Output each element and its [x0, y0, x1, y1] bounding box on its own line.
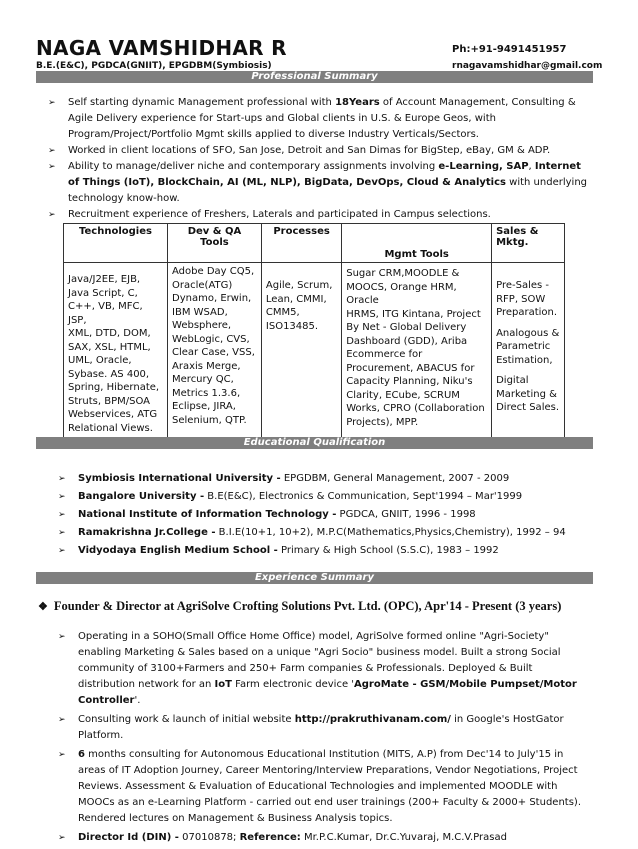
- arrow-bullet-icon: ➢: [58, 715, 66, 725]
- degree-details: B.I.E(10+1, 10+2), M.P.C(Mathematics,Physics,Chemistry), 1992 – 94: [215, 527, 566, 538]
- cell-line: Digital: [496, 375, 529, 386]
- cell-line: Spring, Hibernate,: [68, 382, 160, 393]
- role-title-text: Founder & Director at AgriSolve Crofting Solutions Pvt. Ltd. (OPC), Apr'14 - Present (3 years): [53, 599, 562, 613]
- text-run: months consulting for Autonomous Educational Institution (MITS, A.P) from Dec'14 to July'15 in areas of IT Adoption Journey, Career Mentoring/Interview Preparations, Vendor Negotiations, Project Reviews. Assessment & Evaluation of Educational Technologies and implemented MOODLE with MOOCs as an e-Learning Platform - carried out end user trainings (200+ Faculty & 2000+ Students). Rendered lectures on Management & Business Analysis topics.: [78, 749, 581, 824]
- section-header-education: Educational Qualification: [36, 437, 593, 449]
- cell-line: Estimation,: [496, 354, 553, 366]
- arrow-bullet-icon: ➢: [48, 210, 56, 220]
- cell-line: Ecommerce for: [346, 349, 423, 360]
- text-run: Farm electronic device ': [231, 679, 355, 690]
- degree-details: EPGDBM, General Management, 2007 - 2009: [280, 473, 510, 484]
- cell-line: Parametric: [496, 341, 551, 352]
- cell-line: Webservices, ATG: [68, 409, 158, 420]
- institution-name: Symbiosis International University -: [78, 473, 281, 484]
- bold-text: http://prakruthivanam.com/: [294, 714, 451, 725]
- cell-line: HRMS, ITG Kintana, Project: [346, 308, 481, 320]
- education-item: [48, 542, 588, 560]
- education-item: [48, 524, 588, 542]
- table-cell-technologies: [64, 263, 168, 438]
- cell-line: Eclipse, JIRA,: [172, 401, 236, 412]
- text-run: ,: [528, 161, 535, 172]
- cell-line: ISO13485.: [265, 320, 319, 332]
- section-header-summary: Professional Summary: [36, 71, 593, 83]
- summary-list: [38, 95, 594, 223]
- degree-details: Primary & High School (S.S.C), 1983 – 1992: [277, 545, 499, 556]
- text-run: Ability to manage/deliver niche and contemporary assignments involving: [68, 161, 439, 172]
- email-address: rnagavamshidhar@gmail.com: [452, 61, 603, 71]
- table-header-mgmt-tools: Mgmt Tools: [342, 224, 492, 263]
- institution-name: Vidyodaya English Medium School -: [78, 545, 278, 556]
- text-run: Consulting work & launch of initial website: [78, 714, 295, 725]
- cell-line: Dynamo, Erwin,: [172, 293, 252, 304]
- summary-item: [38, 143, 594, 159]
- cell-line: Marketing &: [496, 388, 557, 400]
- cell-line: XML, DTD, DOM,: [68, 328, 151, 339]
- cell-line: Sybase. AS 400,: [68, 368, 150, 380]
- bold-text: AgroMate - GSM/Mobile Pumpset/Motor Controller: [78, 679, 577, 706]
- text-run: 07010878;: [178, 832, 240, 843]
- degree-details: B.E(E&C), Electronics & Communication, Sept'1994 – Mar'1999: [204, 491, 523, 502]
- cell-line: [496, 367, 560, 374]
- arrow-bullet-icon: ➢: [58, 632, 66, 642]
- cell-line: SAX, XSL, HTML,: [68, 341, 151, 353]
- education-item: [48, 488, 588, 506]
- summary-item: [38, 207, 594, 223]
- education-item: [48, 506, 588, 524]
- qualifications-line: B.E.(E&C), PGDCA(GNIIT), EPGDBM(Symbiosis): [36, 61, 272, 71]
- cell-line: Works, CPRO (Collaboration: [346, 403, 485, 414]
- arrow-bullet-icon: ➢: [58, 474, 66, 484]
- experience-item: [48, 712, 588, 744]
- cell-line: By Net - Global Delivery: [346, 322, 467, 333]
- summary-item: [38, 95, 594, 143]
- arrow-bullet-icon: ➢: [58, 833, 66, 843]
- cell-line: Mercury QC,: [172, 374, 234, 385]
- role-title: [38, 599, 561, 614]
- table-header-dev-qa-tools: Dev & QA Tools: [168, 224, 262, 263]
- table-header-sales-mktg: Sales & Mktg.: [492, 224, 565, 263]
- table-cell-processes: [261, 263, 341, 438]
- cell-line: Websphere,: [172, 320, 232, 331]
- text-run: '.: [134, 695, 141, 706]
- experience-list: [48, 629, 588, 849]
- cell-line: Struts, BPM/SOA: [68, 395, 150, 407]
- bold-text: Director Id (DIN) -: [78, 832, 179, 843]
- cell-line: Direct Sales.: [496, 402, 560, 413]
- text-run: with underlying technology know-how.: [68, 177, 588, 204]
- experience-item: [48, 747, 588, 827]
- cell-line: MOOCS, Orange HRM, Oracle: [346, 281, 457, 306]
- table-header-processes: Processes: [261, 224, 341, 263]
- text-run: Recruitment experience of Freshers, Laterals and participated in Campus selections.: [68, 209, 491, 220]
- text-run: Worked in client locations of SFO, San Jose, Detroit and San Dimas for BigStep, eBay, GM & ADP.: [68, 145, 551, 156]
- arrow-bullet-icon: ➢: [48, 98, 56, 108]
- cell-line: Relational Views.: [68, 422, 153, 434]
- cell-line: Clarity, ECube, SCRUM: [346, 389, 460, 401]
- cell-line: Preparation.: [496, 307, 558, 318]
- cell-line: Projects), MPP.: [346, 416, 419, 428]
- cell-line: Metrics 1.3.6,: [172, 387, 241, 399]
- table-cell-dev-qa-tools: [168, 263, 262, 438]
- table-header-technologies: Technologies: [64, 224, 168, 263]
- text-run: Self starting dynamic Management professional with: [68, 97, 336, 108]
- bold-text: e-Learning, SAP: [438, 161, 529, 172]
- phone-number: Ph:+91-9491451957: [452, 44, 567, 55]
- arrow-bullet-icon: ➢: [58, 492, 66, 502]
- bold-text: Internet of Things (IoT), BlockChain, AI (ML, NLP), BigData, DevOps, Cloud & Analytics: [68, 161, 581, 188]
- cell-line: Analogous &: [496, 327, 560, 339]
- cell-line: WebLogic, CVS,: [172, 333, 250, 345]
- arrow-bullet-icon: ➢: [48, 146, 56, 156]
- bold-text: 6: [78, 749, 85, 760]
- text-run: in Google's HostGator Platform.: [78, 714, 564, 741]
- summary-item: [38, 159, 594, 207]
- cell-line: CMM5,: [265, 307, 300, 318]
- text-run: Operating in a SOHO(Small Office Home Office) model, AgriSolve formed online "Agri-Society" enabling Marketing & Sales based on a unique "Agri Socio" business model. Built a strong Social community of 3100+Farmers and 250+ Farm companies & Professionals. Deployed & Built distribution network for an: [78, 631, 561, 690]
- cell-line: Clear Case, VSS,: [172, 347, 255, 358]
- technology-table: [63, 223, 565, 438]
- degree-details: PGDCA, GNIIT, 1996 - 1998: [336, 509, 476, 520]
- text-run: of Account Management, Consulting & Agile Delivery experience for Start-ups and Global clients in U.S. & Europe Geos, with Program/Project/Portfolio Mgmt skills applied to diverse Industry Verticals/Sectors.: [68, 97, 576, 140]
- cell-line: Java Script, C,: [68, 287, 138, 299]
- bold-text: 18Years: [335, 97, 380, 108]
- cell-line: Pre-Sales -: [496, 280, 550, 291]
- arrow-bullet-icon: ➢: [58, 750, 66, 760]
- cell-line: Java/J2EE, EJB,: [68, 274, 141, 285]
- bold-text: IoT: [214, 679, 232, 690]
- institution-name: Ramakrishna Jr.College -: [78, 527, 216, 538]
- cell-line: [496, 320, 560, 327]
- arrow-bullet-icon: ➢: [58, 546, 66, 556]
- cell-line: Procurement, ABACUS for: [346, 362, 475, 374]
- cell-line: Araxis Merge,: [172, 360, 241, 372]
- cell-line: C++, VB, MFC, JSP,: [68, 301, 143, 326]
- cell-line: Capacity Planning, Niku's: [346, 376, 473, 387]
- experience-item: [48, 830, 588, 846]
- cell-line: Adobe Day CQ5,: [172, 266, 255, 277]
- cell-line: Dashboard (GDD), Ariba: [346, 335, 468, 347]
- cell-line: RFP, SOW: [496, 293, 546, 305]
- arrow-bullet-icon: ➢: [48, 162, 56, 172]
- table-cell-mgmt-tools: [342, 263, 492, 438]
- cell-line: Selenium, QTP.: [172, 414, 247, 426]
- section-header-experience: Experience Summary: [36, 572, 593, 584]
- text-run: Mr.P.C.Kumar, Dr.C.Yuvaraj, M.C.V.Prasad: [300, 832, 507, 843]
- arrow-bullet-icon: ➢: [58, 510, 66, 520]
- arrow-bullet-icon: ➢: [58, 528, 66, 538]
- bold-text: Reference:: [239, 832, 301, 843]
- cell-line: Agile, Scrum,: [265, 280, 333, 291]
- diamond-bullet-icon: ❖: [38, 601, 48, 613]
- cell-line: UML, Oracle,: [68, 355, 132, 366]
- institution-name: Bangalore University -: [78, 491, 205, 502]
- table-cell-sales-mktg: [492, 263, 565, 438]
- education-list: [48, 470, 588, 560]
- cell-line: Lean, CMMI,: [265, 293, 327, 305]
- cell-line: Sugar CRM,MOODLE &: [346, 268, 460, 279]
- experience-item: [48, 629, 588, 709]
- cell-line: Oracle(ATG): [172, 279, 233, 291]
- cell-line: IBM WSAD,: [172, 306, 228, 318]
- institution-name: National Institute of Information Technology -: [78, 509, 337, 520]
- candidate-name: NAGA VAMSHIDHAR R: [36, 36, 287, 60]
- education-item: [48, 470, 588, 488]
